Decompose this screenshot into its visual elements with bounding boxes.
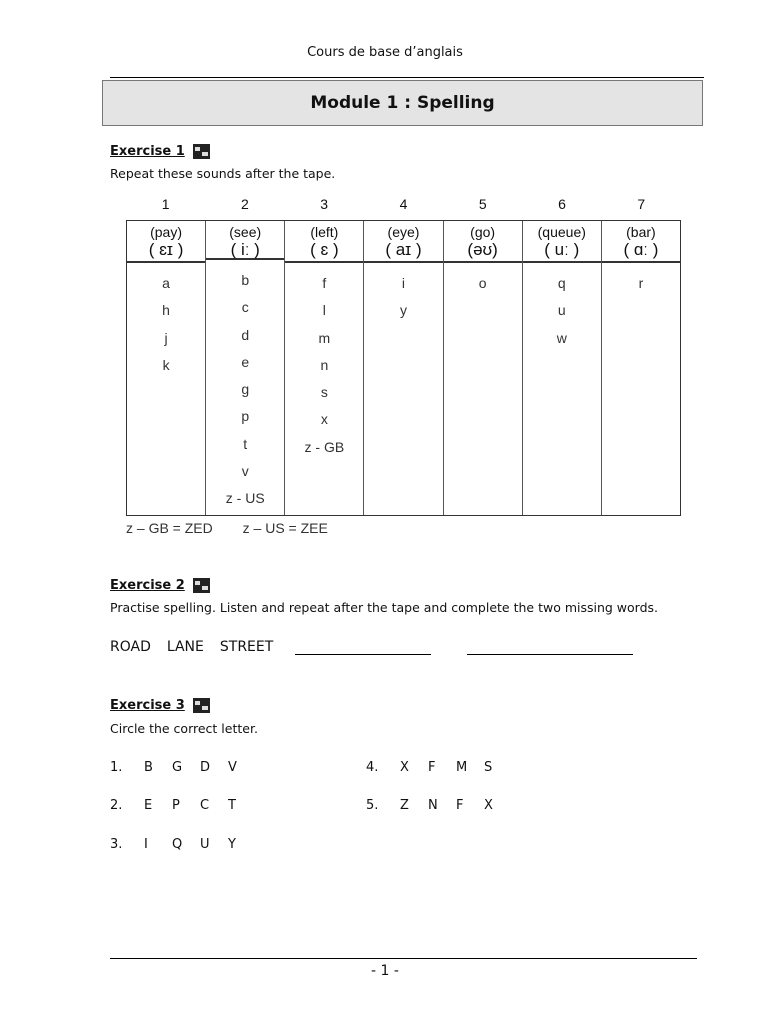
letter-cell: l	[322, 302, 326, 319]
letter-option[interactable]: B	[144, 760, 153, 775]
sound-example-word: (queue)	[537, 224, 586, 240]
letter-option[interactable]: X	[400, 760, 409, 775]
item-number: 1.	[110, 760, 123, 775]
letter-option[interactable]: S	[484, 760, 493, 775]
sound-ipa: ( ɛ )	[310, 240, 339, 259]
letter-option[interactable]: D	[200, 760, 211, 775]
column-number: 6	[558, 196, 566, 212]
letter-option[interactable]: V	[228, 760, 237, 775]
letter-cell: g	[241, 381, 250, 398]
item-number: 2.	[110, 798, 123, 813]
letter-option[interactable]: F	[428, 760, 436, 775]
letter-cell: v	[241, 463, 249, 480]
exercise-2-label: Exercise 2	[110, 578, 185, 593]
sound-letters	[285, 263, 363, 464]
sound-letters	[444, 263, 522, 300]
sound-column	[285, 221, 364, 515]
item-number: 3.	[110, 837, 123, 852]
letter-option[interactable]: Q	[172, 837, 183, 852]
cassette-tape-icon	[193, 698, 210, 713]
sound-example-word: (left)	[310, 224, 339, 240]
sound-column-header	[444, 221, 522, 263]
exercise-1-label: Exercise 1	[110, 144, 185, 159]
letter-cell: b	[241, 272, 250, 288]
letter-option[interactable]: Z	[400, 798, 409, 813]
sound-column-header	[602, 221, 680, 263]
letter-option[interactable]: T	[228, 798, 236, 813]
sound-letters	[206, 260, 284, 516]
z-pronunciation-note	[126, 520, 354, 536]
page-number: - 1 -	[371, 963, 399, 979]
sound-ipa: ( aɪ )	[385, 240, 422, 259]
exercise-1-instruction: Repeat these sounds after the tape.	[110, 166, 336, 181]
sound-letters	[602, 263, 680, 300]
letter-cell: j	[164, 329, 168, 346]
letter-cell: i	[401, 275, 406, 291]
sound-letters	[523, 263, 601, 355]
item-number: 5.	[366, 798, 379, 813]
spelling-words-row	[110, 639, 633, 655]
letter-cell: w	[556, 329, 567, 346]
letter-cell: p	[241, 408, 250, 425]
word-road: ROAD	[110, 639, 151, 655]
letter-cell: e	[241, 353, 250, 370]
letter-choice-item	[366, 798, 512, 813]
letter-option[interactable]: U	[200, 837, 210, 852]
header-rule	[110, 77, 704, 78]
letter-option[interactable]: N	[428, 798, 438, 813]
column-number: 2	[241, 196, 249, 212]
letter-cell: a	[162, 275, 170, 291]
missing-word-blank-2[interactable]	[467, 640, 633, 655]
word-street: STREET	[219, 639, 274, 655]
letter-cell: q	[557, 275, 566, 291]
exercise-1-title	[110, 144, 210, 159]
letter-option[interactable]: C	[200, 798, 210, 813]
letter-cell: o	[478, 275, 487, 291]
letter-choice-item	[110, 837, 256, 852]
letter-option[interactable]: Y	[228, 837, 236, 852]
sound-letters	[364, 263, 442, 328]
letter-option[interactable]: E	[144, 798, 153, 813]
letter-cell: s	[320, 384, 328, 401]
note-gb: z – GB = ZED	[126, 520, 213, 536]
sound-example-word: (pay)	[150, 224, 183, 240]
exercise-3-title	[110, 698, 210, 713]
footer-rule	[110, 958, 697, 959]
letter-cell: h	[162, 302, 170, 319]
letter-choice-item	[110, 798, 256, 813]
letter-cell: x	[320, 411, 328, 428]
letter-cell: u	[557, 302, 566, 319]
module-title-box	[102, 80, 703, 126]
column-number: 7	[637, 196, 646, 212]
column-number: 1	[161, 196, 170, 212]
sound-example-word: (bar)	[626, 224, 656, 240]
letter-option[interactable]: M	[456, 760, 468, 775]
sound-ipa: ( ɛɪ )	[148, 240, 184, 259]
sound-letters	[127, 263, 205, 382]
sound-column	[127, 221, 206, 515]
sound-column-header	[285, 221, 363, 263]
column-numbers	[126, 196, 681, 212]
cassette-tape-icon	[193, 144, 210, 159]
item-number: 4.	[366, 760, 379, 775]
sound-ipa: (əʊ)	[467, 240, 498, 259]
letter-option[interactable]: G	[172, 760, 183, 775]
sound-example-word: (eye)	[387, 224, 420, 240]
sound-column	[206, 221, 285, 515]
letter-cell: c	[241, 299, 249, 316]
sound-example-word: (go)	[470, 224, 496, 240]
letter-cell: f	[322, 275, 327, 291]
sound-column-header	[206, 221, 284, 260]
sound-ipa: ( uː )	[544, 240, 580, 259]
missing-word-blank-1[interactable]	[295, 640, 431, 655]
exercise-2-instruction: Practise spelling. Listen and repeat after the tape and complete the two missing words.	[110, 600, 659, 615]
sound-example-word: (see)	[229, 224, 262, 240]
module-title: Module 1 : Spelling	[310, 93, 495, 113]
word-lane: LANE	[166, 639, 204, 655]
sound-column	[523, 221, 602, 515]
sound-column-header	[523, 221, 601, 263]
letter-cell: d	[241, 326, 250, 343]
letter-option[interactable]: P	[172, 798, 180, 813]
exercise-3-instruction: Circle the correct letter.	[110, 721, 258, 736]
sound-ipa: ( ɑː )	[623, 240, 659, 259]
sound-column	[364, 221, 443, 515]
column-number: 5	[478, 196, 487, 212]
sounds-table	[126, 220, 681, 516]
letter-cell: r	[638, 275, 644, 291]
sound-ipa: ( iː )	[230, 240, 260, 259]
letter-choice-item	[366, 760, 512, 775]
letter-option[interactable]: X	[484, 798, 493, 813]
letter-option[interactable]: I	[144, 837, 148, 852]
letter-cell: k	[162, 356, 170, 373]
letter-cell: z - US	[225, 490, 265, 507]
column-number: 3	[320, 196, 329, 212]
sound-column-header	[127, 221, 205, 263]
column-number: 4	[399, 196, 408, 212]
sound-column	[602, 221, 680, 515]
letter-option[interactable]: F	[456, 798, 464, 813]
letter-cell: n	[320, 356, 329, 373]
letter-cell: m	[318, 329, 331, 346]
exercise-2-title	[110, 578, 210, 593]
letter-cell: y	[399, 302, 407, 319]
running-header: Cours de base d’anglais	[307, 45, 463, 60]
note-us: z – US = ZEE	[242, 520, 328, 536]
letter-choice-item	[110, 760, 256, 775]
letter-cell: t	[243, 435, 248, 452]
sound-column-header	[364, 221, 442, 263]
cassette-tape-icon	[193, 578, 210, 593]
letter-cell: z - GB	[304, 438, 345, 455]
sound-column	[444, 221, 523, 515]
exercise-3-label: Exercise 3	[110, 698, 185, 713]
